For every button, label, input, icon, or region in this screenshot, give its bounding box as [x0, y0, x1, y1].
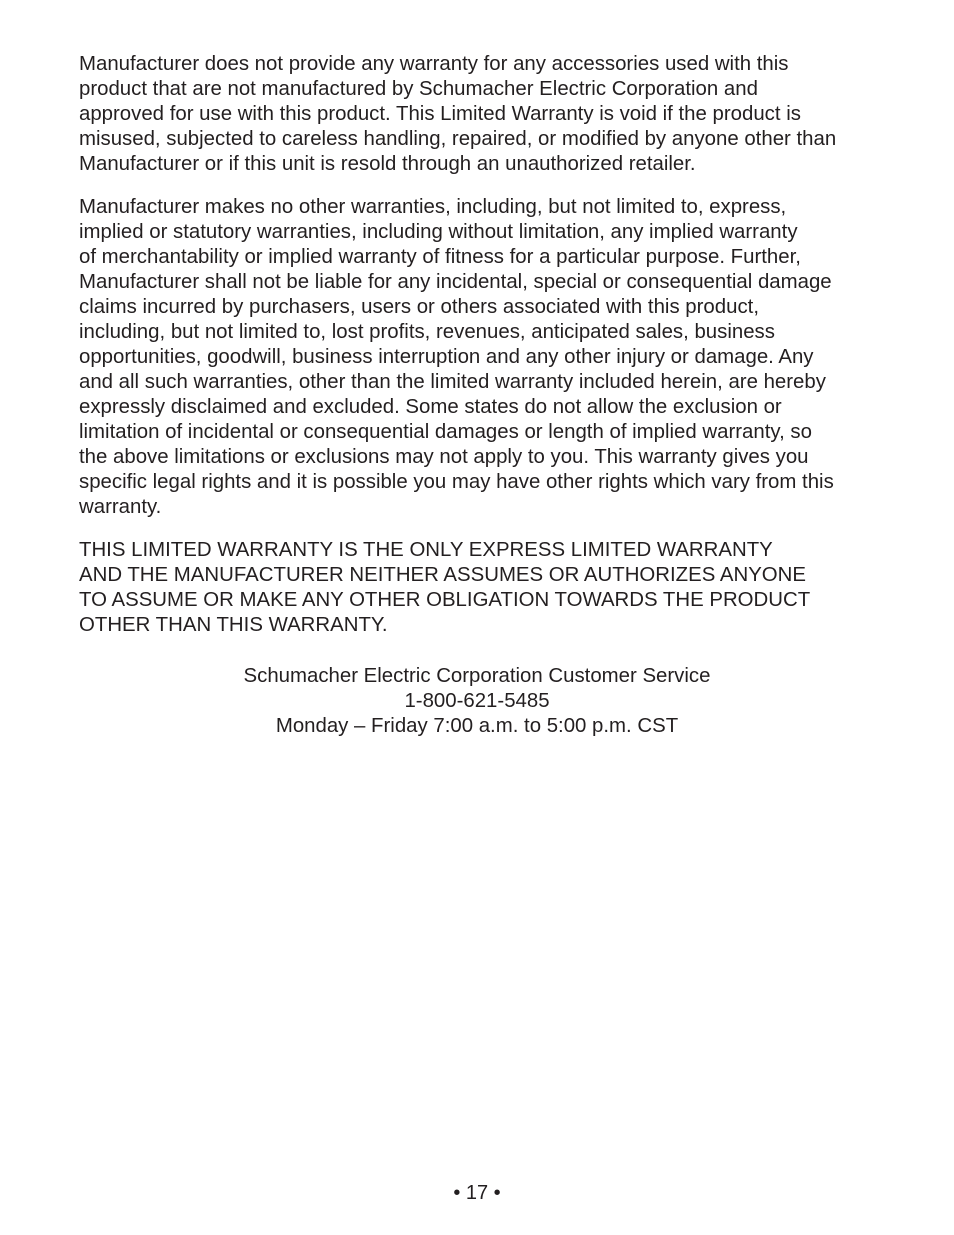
paragraph-limited-warranty-notice: THIS LIMITED WARRANTY IS THE ONLY EXPRESS LIMITED WARRANTY AND THE MANUFACTURER NEITHER ASSUMES OR AUTHORIZES ANYONE TO ASSUME OR MAKE ANY OTHER OBLIGATION TOWARDS THE PRODUCT OTHER THAN THIS WARRANTY.	[79, 539, 811, 636]
customer-service-hours: Monday – Friday 7:00 a.m. to 5:00 p.m. CST	[275, 715, 679, 737]
customer-service-contact	[0, 664, 954, 739]
paragraph-accessories-warranty: Manufacturer does not provide any warranty for any accessories used with this product that are not manufactured by Schumacher Electric Corporation and approved for use with this product. This Limited Warranty is void if the product is misused, subjected to careless handling, repaired, or modified by anyone other than Manufacturer or if this unit is resold through an unauthorized retailer.	[79, 53, 837, 175]
customer-service-phone: 1-800-621-5485	[404, 690, 550, 712]
customer-service-name: Schumacher Electric Corporation Customer Service	[243, 665, 711, 687]
document-body	[79, 52, 894, 656]
paragraph-warranty-disclaimer: Manufacturer makes no other warranties, including, but not limited to, express, implied or statutory warranties, including without limitation, any implied warranty of merchantability or implied warranty of fitness for a particular purpose. Further, Manufacturer shall not be liable for any incidental, special or consequential damage claims incurred by purchasers, users or others associated with this product, including, but not limited to, lost profits, revenues, anticipated sales, business opportunities, goodwill, business interruption and any other injury or damage. Any and all such warranties, other than the limited warranty included herein, are hereby expressly disclaimed and excluded. Some states do not allow the exclusion or limitation of incidental or consequential damages or length of implied warranty, so the above limitations or exclusions may not apply to you. This warranty gives you specific legal rights and it is possible you may have other rights which vary from this warranty.	[79, 196, 834, 518]
page-number: • 17 •	[453, 1182, 501, 1204]
